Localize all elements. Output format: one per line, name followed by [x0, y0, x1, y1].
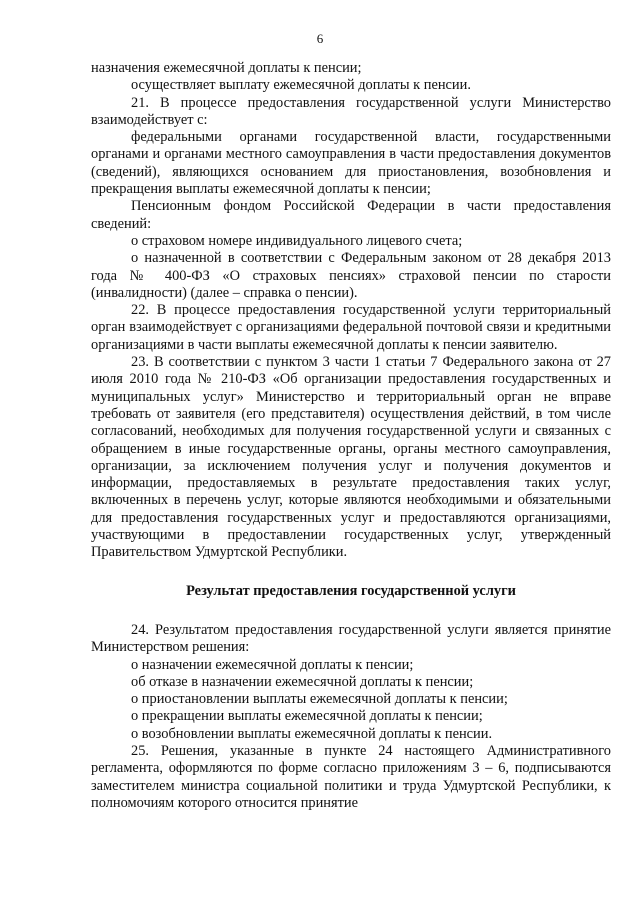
paragraph-22: 22. В процессе предоставления государственной услуги территориальный орган взаимодействует с организациями федеральной почтовой связи и кредитными организациями в части выплаты ежемесячной доплаты к пенсии заявителю. [91, 302, 611, 353]
list-item: о прекращении выплаты ежемесячной доплаты к пенсии; [131, 708, 483, 725]
section-heading: Результат предоставления государственной услуги [186, 582, 516, 599]
page-number: 6 [316, 31, 324, 46]
paragraph-25: 25. Решения, указанные в пункте 24 настоящего Административного регламента, оформляются по форме согласно приложениям 3 – 6, подписываются заместителем министра социальной политики и труда Удмуртской Республики, к полномочиям которого относится принятие [91, 742, 611, 811]
paragraph: о назначенной в соответствии с Федеральным законом от 28 декабря 2013 года № 400-ФЗ «О страховых пенсиях» страховой пенсии по старости (инвалидности) (далее – справка о пенсии). [91, 250, 611, 301]
paragraph: о страховом номере индивидуального лицевого счета; [131, 232, 463, 249]
list-item: о возобновлении выплаты ежемесячной доплаты к пенсии. [131, 725, 493, 742]
paragraph: назначения ежемесячной доплаты к пенсии; [91, 60, 362, 76]
paragraph-23: 23. В соответствии с пунктом 3 части 1 статьи 7 Федерального закона от 27 июля 2010 года № 210-ФЗ «Об организации предоставления государственных и муниципальных услуг» Министерство и территориальный орган не вправе требовать от заявителя (его представителя) осуществления действий, в том числе согласований, необходимых для получения государственной услуги и связанных с обращением в иные государственные органы, органы местного самоуправления, организации, за исключением получения услуг и получения документов и информации, предоставляемых в результате предоставления таких услуг, включенных в перечень услуг, которые являются необходимыми и обязательными для предоставления государственных услуг и предоставляются организациями, участвующими в предоставлении государственных услуг, утвержденный Правительством Удмуртской Республики. [91, 354, 611, 561]
paragraph: Пенсионным фондом Российской Федерации в части предоставления сведений: [91, 198, 611, 232]
document-body [91, 60, 611, 812]
list-item: о назначении ежемесячной доплаты к пенсии; [131, 656, 414, 673]
list-item: об отказе в назначении ежемесячной доплаты к пенсии; [131, 673, 474, 690]
paragraph-21: 21. В процессе предоставления государственной услуги Министерство взаимодействует с: [91, 94, 611, 128]
list-item: о приостановлении выплаты ежемесячной доплаты к пенсии; [131, 691, 508, 708]
paragraph: федеральными органами государственной власти, государственными органами и органами местного самоуправления в части предоставления документов (сведений), являющихся основанием для приостановления, возобновления и прекращения выплаты ежемесячной доплаты к пенсии; [91, 129, 611, 198]
paragraph-24: 24. Результатом предоставления государственной услуги является принятие Министерством решения: [91, 621, 611, 656]
paragraph: осуществляет выплату ежемесячной доплаты к пенсии. [131, 77, 471, 94]
